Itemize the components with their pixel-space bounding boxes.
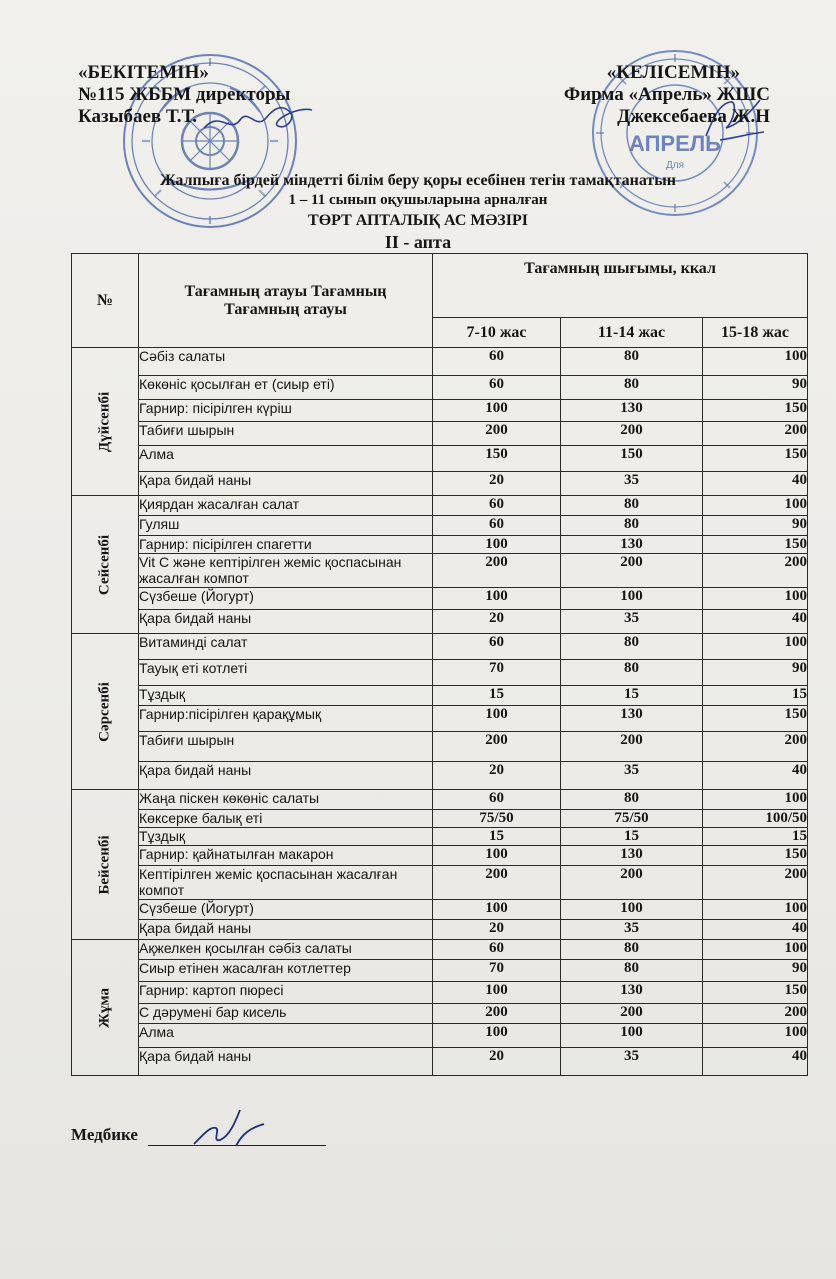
kcal-value: 40 bbox=[703, 920, 808, 940]
menu-row bbox=[72, 422, 808, 446]
day-label: Бейсенбі bbox=[96, 834, 113, 895]
kcal-value: 75/50 bbox=[561, 810, 703, 828]
kcal-value: 200 bbox=[433, 866, 561, 900]
kcal-value: 130 bbox=[561, 400, 703, 422]
dish-name: Гарнир: қайнатылған макарон bbox=[139, 846, 433, 866]
dish-name: Табиғи шырын bbox=[139, 422, 433, 446]
kcal-value: 200 bbox=[561, 732, 703, 762]
kcal-value: 100 bbox=[561, 588, 703, 610]
menu-row bbox=[72, 1048, 808, 1076]
menu-row bbox=[72, 900, 808, 920]
kcal-value: 200 bbox=[703, 554, 808, 588]
kcal-value: 150 bbox=[703, 446, 808, 472]
kcal-value: 80 bbox=[561, 348, 703, 376]
seal-small-text: Для bbox=[665, 160, 685, 171]
dish-name: Қиярдан жасалған салат bbox=[139, 496, 433, 516]
kcal-value: 100 bbox=[703, 900, 808, 920]
kcal-value: 20 bbox=[433, 762, 561, 790]
kcal-value: 100 bbox=[561, 1024, 703, 1048]
age-header-15-18: 15-18 жас bbox=[703, 318, 808, 348]
dish-name: Алма bbox=[139, 1024, 433, 1048]
col-number-header: № bbox=[72, 254, 139, 348]
kcal-value: 15 bbox=[703, 828, 808, 846]
dish-name: Кептірілген жеміс қоспасынан жасалған компот bbox=[139, 866, 433, 900]
menu-row bbox=[72, 732, 808, 762]
kcal-value: 15 bbox=[561, 828, 703, 846]
kcal-value: 150 bbox=[703, 982, 808, 1004]
dish-name: Тұздық bbox=[139, 828, 433, 846]
menu-row bbox=[72, 634, 808, 660]
kcal-value: 80 bbox=[561, 634, 703, 660]
kcal-value: 40 bbox=[703, 610, 808, 634]
menu-row bbox=[72, 536, 808, 554]
dish-name: Гарнир: пісірілген спагетти bbox=[139, 536, 433, 554]
menu-row bbox=[72, 828, 808, 846]
title-line-1: Жалпыға бірдей міндетті білім беру қоры есебінен тегін тамақтанатын bbox=[160, 172, 676, 189]
approval-block bbox=[78, 62, 290, 128]
kcal-value: 15 bbox=[703, 686, 808, 706]
kcal-value: 200 bbox=[703, 732, 808, 762]
approval-label: «БЕКІТЕМІН» bbox=[78, 62, 209, 83]
kcal-value: 200 bbox=[561, 1004, 703, 1024]
menu-table bbox=[71, 253, 808, 1076]
kcal-value: 100 bbox=[433, 536, 561, 554]
kcal-value: 200 bbox=[433, 1004, 561, 1024]
kcal-value: 130 bbox=[561, 846, 703, 866]
kcal-value: 130 bbox=[561, 706, 703, 732]
day-cell-tuesday bbox=[72, 496, 139, 634]
kcal-value: 90 bbox=[703, 960, 808, 982]
kcal-value: 100 bbox=[703, 634, 808, 660]
kcal-value: 80 bbox=[561, 960, 703, 982]
menu-row bbox=[72, 610, 808, 634]
dish-name: Сүзбеше (Йогурт) bbox=[139, 588, 433, 610]
kcal-value: 15 bbox=[433, 828, 561, 846]
dish-name: Сиыр етінен жасалған котлеттер bbox=[139, 960, 433, 982]
day-label: Дүйсенбі bbox=[96, 391, 113, 452]
kcal-value: 35 bbox=[561, 1048, 703, 1076]
kcal-value: 150 bbox=[433, 446, 561, 472]
kcal-value: 100 bbox=[703, 588, 808, 610]
director-name: Казыбаев Т.Т. bbox=[78, 106, 197, 127]
kcal-value: 15 bbox=[561, 686, 703, 706]
dish-name: Табиғи шырын bbox=[139, 732, 433, 762]
kcal-value: 60 bbox=[433, 790, 561, 810]
kcal-value: 130 bbox=[561, 536, 703, 554]
day-cell-friday bbox=[72, 940, 139, 1076]
kcal-value: 100 bbox=[433, 706, 561, 732]
kcal-value: 100 bbox=[433, 846, 561, 866]
dish-name: Көкөніс қосылған ет (сиыр еті) bbox=[139, 376, 433, 400]
day-label: Жұма bbox=[96, 987, 113, 1028]
age-header-7-10: 7-10 жас bbox=[433, 318, 561, 348]
day-label: Сәрсенбі bbox=[96, 681, 113, 742]
kcal-value: 80 bbox=[561, 660, 703, 686]
menu-row bbox=[72, 472, 808, 496]
dish-name: Қара бидай наны bbox=[139, 610, 433, 634]
menu-row bbox=[72, 846, 808, 866]
dish-name: Жаңа піскен көкөніс салаты bbox=[139, 790, 433, 810]
kcal-value: 60 bbox=[433, 516, 561, 536]
dish-name: Гарнир: пісірілген күріш bbox=[139, 400, 433, 422]
kcal-value: 75/50 bbox=[433, 810, 561, 828]
kcal-value: 100 bbox=[703, 1024, 808, 1048]
kcal-value: 35 bbox=[561, 472, 703, 496]
seal-word-text: АПРЕЛЬ bbox=[628, 131, 722, 156]
dish-name: Алма bbox=[139, 446, 433, 472]
kcal-value: 80 bbox=[561, 496, 703, 516]
menu-row bbox=[72, 446, 808, 472]
kcal-value: 200 bbox=[561, 554, 703, 588]
kcal-value: 200 bbox=[433, 554, 561, 588]
menu-row bbox=[72, 686, 808, 706]
kcal-value: 90 bbox=[703, 376, 808, 400]
kcal-value: 200 bbox=[703, 866, 808, 900]
menu-row bbox=[72, 554, 808, 588]
kcal-value: 100 bbox=[433, 900, 561, 920]
kcal-value: 200 bbox=[561, 866, 703, 900]
dish-name: Қара бидай наны bbox=[139, 920, 433, 940]
menu-row bbox=[72, 982, 808, 1004]
kcal-value: 35 bbox=[561, 762, 703, 790]
col-dish-header: Тағамның атауы Тағамның Тағамның атауы bbox=[139, 254, 433, 348]
kcal-value: 70 bbox=[433, 660, 561, 686]
director-title: №115 ЖББМ директоры bbox=[78, 84, 291, 105]
kcal-value: 60 bbox=[433, 634, 561, 660]
menu-row bbox=[72, 660, 808, 686]
kcal-value: 80 bbox=[561, 790, 703, 810]
kcal-value: 150 bbox=[561, 446, 703, 472]
kcal-value: 20 bbox=[433, 610, 561, 634]
menu-row bbox=[72, 376, 808, 400]
kcal-value: 40 bbox=[703, 472, 808, 496]
menu-row bbox=[72, 960, 808, 982]
kcal-value: 100/50 bbox=[703, 810, 808, 828]
kcal-value: 90 bbox=[703, 516, 808, 536]
kcal-value: 100 bbox=[703, 496, 808, 516]
kcal-value: 15 bbox=[433, 686, 561, 706]
kcal-value: 200 bbox=[433, 422, 561, 446]
week-title: II - апта bbox=[384, 232, 452, 252]
dish-name: Көксерке балық еті bbox=[139, 810, 433, 828]
kcal-value: 100 bbox=[433, 1024, 561, 1048]
kcal-value: 100 bbox=[703, 348, 808, 376]
dish-name: Тауық еті котлеті bbox=[139, 660, 433, 686]
nurse-label: Медбике bbox=[71, 1125, 138, 1144]
menu-row bbox=[72, 790, 808, 810]
menu-row bbox=[72, 1024, 808, 1048]
menu-row bbox=[72, 1004, 808, 1024]
dish-name: Сәбіз салаты bbox=[139, 348, 433, 376]
dish-name: Ақжелкен қосылған сәбіз салаты bbox=[139, 940, 433, 960]
dish-name: Гуляш bbox=[139, 516, 433, 536]
kcal-value: 150 bbox=[703, 400, 808, 422]
dish-name: Витаминді салат bbox=[139, 634, 433, 660]
menu-title: ТӨРТ АПТАЛЫҚ АС МӘЗІРІ bbox=[308, 212, 528, 229]
menu-row bbox=[72, 810, 808, 828]
kcal-value: 100 bbox=[433, 400, 561, 422]
day-label: Сейсенбі bbox=[96, 534, 113, 595]
kcal-value: 60 bbox=[433, 348, 561, 376]
kcal-value: 20 bbox=[433, 920, 561, 940]
dish-name: Тұздық bbox=[139, 686, 433, 706]
kcal-value: 80 bbox=[561, 516, 703, 536]
kcal-value: 200 bbox=[433, 732, 561, 762]
kcal-value: 60 bbox=[433, 496, 561, 516]
dish-name: Қара бидай наны bbox=[139, 762, 433, 790]
agreement-label: «КЕЛІСЕМІН» bbox=[606, 62, 740, 83]
kcal-value: 60 bbox=[433, 940, 561, 960]
kcal-value: 100 bbox=[433, 982, 561, 1004]
kcal-value: 100 bbox=[703, 940, 808, 960]
menu-row bbox=[72, 348, 808, 376]
kcal-value: 60 bbox=[433, 376, 561, 400]
menu-row bbox=[72, 920, 808, 940]
kcal-value: 130 bbox=[561, 982, 703, 1004]
kcal-value: 80 bbox=[561, 940, 703, 960]
day-cell-thursday bbox=[72, 790, 139, 940]
kcal-value: 200 bbox=[703, 1004, 808, 1024]
agreement-block bbox=[564, 62, 770, 128]
nurse-signature bbox=[190, 1106, 270, 1150]
title-line-2: 1 – 11 сынып оқушыларына арналған bbox=[288, 192, 548, 208]
kcal-value: 20 bbox=[433, 1048, 561, 1076]
menu-row bbox=[72, 706, 808, 732]
menu-row bbox=[72, 516, 808, 536]
menu-row bbox=[72, 866, 808, 900]
kcal-value: 150 bbox=[703, 706, 808, 732]
kcal-value: 40 bbox=[703, 762, 808, 790]
dish-name: Гарнир: картоп пюресі bbox=[139, 982, 433, 1004]
kcal-value: 150 bbox=[703, 846, 808, 866]
kcal-value: 200 bbox=[703, 422, 808, 446]
kcal-value: 80 bbox=[561, 376, 703, 400]
dish-name: С дәрумені бар кисель bbox=[139, 1004, 433, 1024]
kcal-value: 35 bbox=[561, 920, 703, 940]
kcal-value: 100 bbox=[703, 790, 808, 810]
age-header-11-14: 11-14 жас bbox=[561, 318, 703, 348]
day-cell-wednesday bbox=[72, 634, 139, 790]
dish-name: Қара бидай наны bbox=[139, 472, 433, 496]
dish-name: Гарнир:пісірілген қарақұмық bbox=[139, 706, 433, 732]
kcal-value: 200 bbox=[561, 422, 703, 446]
kcal-value: 20 bbox=[433, 472, 561, 496]
kcal-value: 150 bbox=[703, 536, 808, 554]
kcal-value: 100 bbox=[433, 588, 561, 610]
menu-row bbox=[72, 400, 808, 422]
menu-row bbox=[72, 588, 808, 610]
menu-row bbox=[72, 496, 808, 516]
kcal-value: 40 bbox=[703, 1048, 808, 1076]
kcal-value: 90 bbox=[703, 660, 808, 686]
menu-row bbox=[72, 762, 808, 790]
kcal-value: 35 bbox=[561, 610, 703, 634]
dish-name: Vit C және кептірілген жеміс қоспасынан жасалған компот bbox=[139, 554, 433, 588]
kcal-value: 70 bbox=[433, 960, 561, 982]
col-yield-header: Тағамның шығымы, ккал bbox=[433, 254, 808, 318]
kcal-value: 100 bbox=[561, 900, 703, 920]
company-name: Фирма «Апрель» ЖШС bbox=[563, 84, 770, 105]
menu-row bbox=[72, 940, 808, 960]
day-cell-monday bbox=[72, 348, 139, 496]
dish-name: Қара бидай наны bbox=[139, 1048, 433, 1076]
dish-name: Сүзбеше (Йогурт) bbox=[139, 900, 433, 920]
company-rep-name: Джексебаева Ж.Н bbox=[617, 106, 770, 127]
